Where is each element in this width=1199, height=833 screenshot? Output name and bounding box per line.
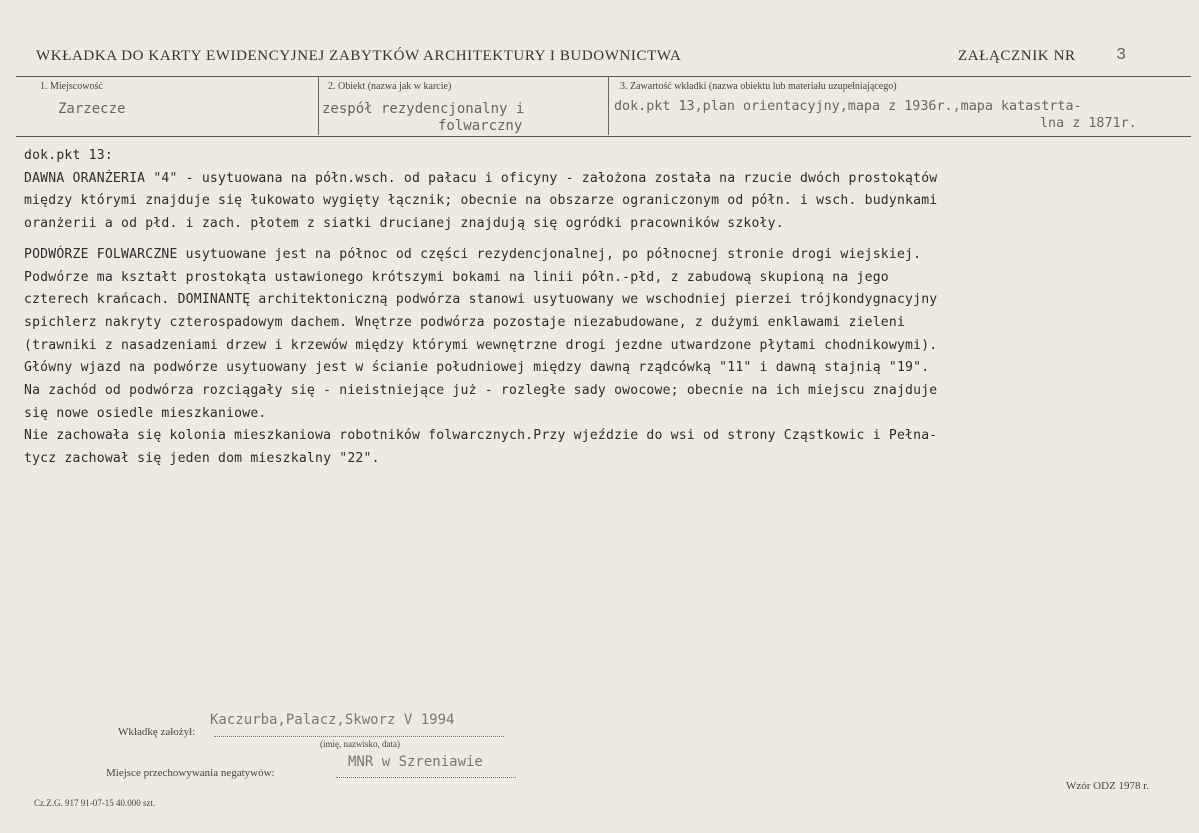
sheet-title: WKŁADKA DO KARTY EWIDENCYJNEJ ZABYTKÓW ARCHITEKTURY I BUDOWNICTWA	[36, 48, 682, 64]
attachment-label: ZAŁĄCZNIK NR	[958, 48, 1076, 64]
founded-label: Wkładkę założył:	[118, 726, 196, 738]
contents-value-line1: dok.pkt 13,plan orientacyjny,mapa z 1936r.,mapa katastrta-	[614, 99, 1082, 114]
contents-label: 3. Zawartość wkładki (nazwa obiektu lub materiału uzupełniającego)	[620, 81, 897, 92]
text-line: Podwórze ma kształt prostokąta ustawionego krótszymi bokami na linii półn.-płd, z zabudową skupioną na jego	[24, 269, 889, 285]
field-divider	[318, 76, 319, 135]
text-line: Na zachód od podwórza rozciągały się - nieistniejące już - rozległe sady owocowe; obecnie na ich miejscu znajduje	[24, 383, 938, 399]
text-line: Główny wjazd na podwórze usytuowany jest w ścianie południowej między dawną rządcówką "11" i dawną stajnią "19".	[24, 360, 930, 376]
form-code: Wzór ODZ 1978 r.	[1066, 780, 1150, 792]
founded-value: Kaczurba,Palacz,Skworz V 1994	[210, 712, 455, 728]
text-line: między którymi znajduje się łukowato wygięty łącznik; obecnie na obszarze ograniczonym od półn. i wsch. budynkami	[24, 193, 938, 209]
contents-value-line2: lna z 1871r.	[1040, 116, 1137, 131]
negatives-dotted-line	[336, 777, 516, 778]
text-line: oranżerii a od płd. i zach. płotem z siatki drucianej znajdują się ogródki pracowników szkoły.	[24, 216, 784, 232]
founded-dotted-line	[214, 736, 504, 737]
text-line: spichlerz nakryty czterospadowym dachem. Wnętrze podwórza pozostaje niezabudowane, z dużymi enklawami zieleni	[24, 314, 906, 330]
place-value: Zarzecze	[58, 101, 126, 117]
text-line: czterech krańcach. DOMINANTĘ architektoniczną podwórza stanowi usytuowany we wschodniej pierzei trójkondygnacyjny	[24, 292, 938, 308]
object-value-line1: zespół rezydencjonalny i	[322, 101, 525, 117]
negatives-label: Miejsce przechowywania negatywów:	[106, 767, 275, 779]
object-value-line2: folwarczny	[438, 118, 523, 134]
founded-caption: (imię, nazwisko, data)	[320, 739, 400, 749]
text-line: Nie zachowała się kolonia mieszkaniowa robotników folwarcznych.Przy wjeździe do wsi od strony Cząstkowic i Pełna-	[24, 428, 938, 444]
text-line: PODWÓRZE FOLWARCZNE usytuowane jest na północ od części rezydencjonalnej, po północnej stronie drogi wiejskiej.	[24, 246, 922, 262]
description-text	[24, 145, 1184, 471]
text-line: (trawniki z nasadzeniami drzew i krzewów między którymi wewnętrzne drogi jezdne utwardzone płytami chodnikowymi).	[24, 337, 938, 353]
print-code: Cz.Z.G. 917 91-07-15 40.000 szt.	[34, 798, 156, 808]
attachment-number: 3	[1116, 46, 1127, 65]
text-line: DAWNA ORANŻERIA "4" - usytuowana na półn.wsch. od pałacu i oficyny - założona została na rzucie dwóch prostokątów	[24, 170, 938, 186]
text-line: się nowe osiedle mieszkaniowe.	[24, 405, 267, 421]
text-line: dok.pkt 13:	[24, 148, 113, 163]
field-divider	[608, 76, 609, 135]
place-label: 1. Miejscowość	[40, 81, 103, 92]
object-label: 2. Obiekt (nazwa jak w karcie)	[328, 81, 452, 92]
negatives-value: MNR w Szreniawie	[348, 754, 483, 770]
text-line: tycz zachował się jeden dom mieszkalny "22".	[24, 451, 380, 467]
